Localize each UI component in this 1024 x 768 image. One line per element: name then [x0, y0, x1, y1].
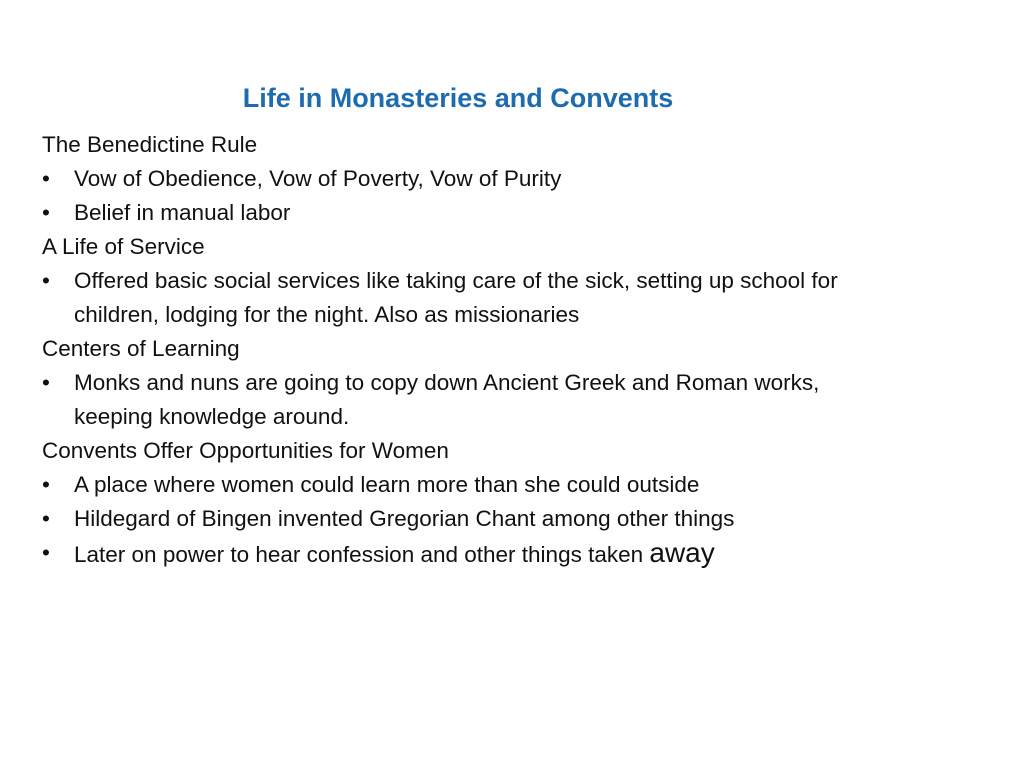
- bullet-item: [42, 468, 942, 502]
- bullet-item: [42, 196, 942, 230]
- section-heading: A Life of Service: [42, 234, 205, 259]
- section-heading: Convents Offer Opportunities for Women: [42, 438, 449, 463]
- section-heading: The Benedictine Rule: [42, 132, 258, 157]
- bullet-text-main: Later on power to hear confession and other things taken: [74, 542, 650, 567]
- bullet-text: [74, 536, 942, 572]
- slide-body: [42, 128, 942, 572]
- bullet-text: Vow of Obedience, Vow of Poverty, Vow of Purity: [74, 166, 562, 191]
- bullet-text: Offered basic social services like taking care of the sick, setting up school for children, lodging for the night. Also as missionaries: [74, 268, 838, 327]
- bullet-text: Belief in manual labor: [74, 200, 291, 225]
- bullet-dot: •: [42, 370, 50, 395]
- bullet-text: Monks and nuns are going to copy down Ancient Greek and Roman works, keeping knowledge around.: [74, 370, 820, 429]
- bullet-dot: •: [42, 200, 50, 225]
- bullet-text-emphasis: away: [649, 537, 715, 568]
- bullet-text: A place where women could learn more than she could outside: [74, 472, 700, 497]
- slide-title: Life in Monasteries and Convents: [242, 83, 674, 113]
- bullet-item: [42, 162, 942, 196]
- bullet-dot: •: [42, 472, 50, 497]
- bullet-item: [42, 502, 942, 536]
- bullet-dot: •: [42, 166, 50, 191]
- bullet-item: [42, 366, 942, 434]
- bullet-dot: •: [42, 268, 50, 293]
- bullet-dot: •: [42, 506, 50, 531]
- bullet-dot: •: [42, 540, 50, 565]
- bullet-item: [42, 264, 942, 332]
- bullet-text: Hildegard of Bingen invented Gregorian Chant among other things: [74, 506, 735, 531]
- section-heading: Centers of Learning: [42, 336, 240, 361]
- bullet-item: [42, 536, 942, 572]
